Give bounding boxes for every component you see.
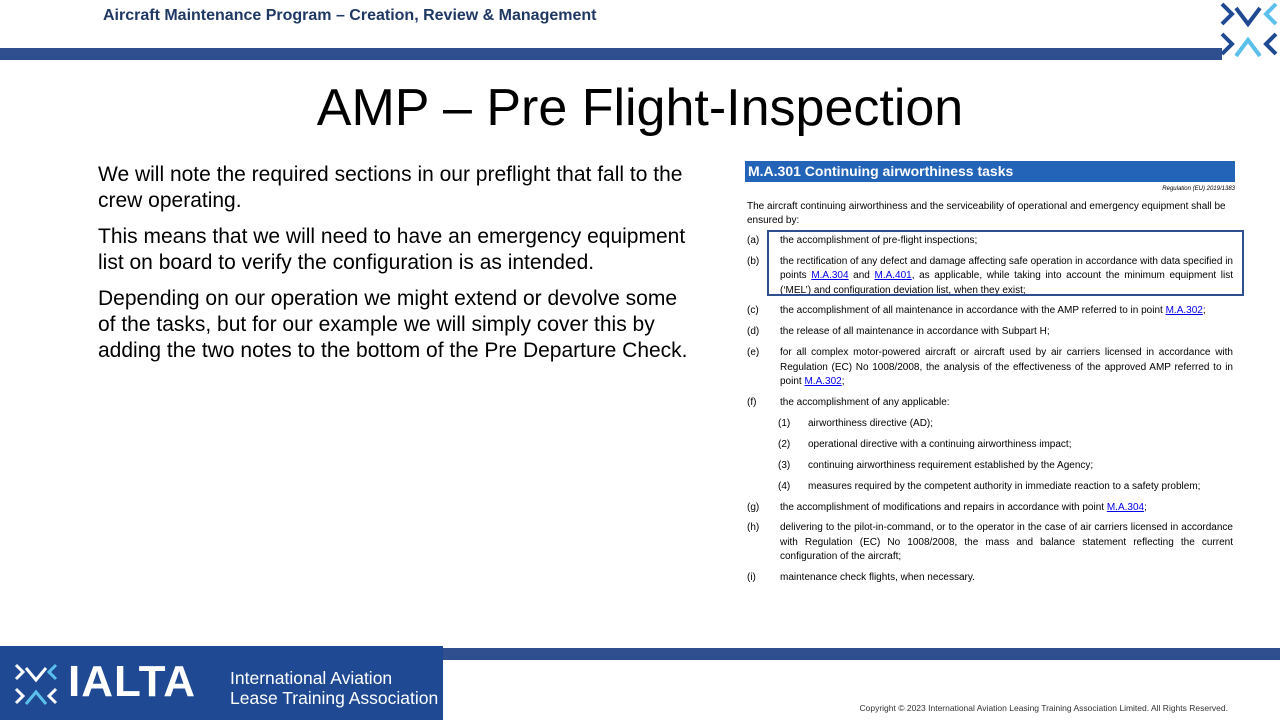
item-text: the accomplishment of pre-flight inspections; xyxy=(780,234,978,246)
regulation-subitem xyxy=(778,480,1235,494)
ialta-logo-icon xyxy=(14,663,58,707)
subitem-text: continuing airworthiness requirement established by the Agency; xyxy=(808,459,1094,471)
subitem-label: (4) xyxy=(778,480,791,492)
regulation-source: Regulation (EU) 2019/1383 xyxy=(1162,186,1235,192)
ma401-link[interactable]: M.A.401 xyxy=(874,270,912,282)
regulation-excerpt xyxy=(745,161,1235,592)
item-text: delivering to the pilot-in-command, or to the operator in the case of air carriers licensed in accordance with Regulation (EC) No 1008/2008, the mass and balance statement reflecting the current configuration of the aircraft; xyxy=(780,522,1233,563)
item-label: (h) xyxy=(747,522,760,534)
item-text-part: the rectification of any defect and damage affecting safe operation in accordance with data specified in points xyxy=(780,255,1233,282)
item-text-part: ; xyxy=(841,376,845,388)
item-text-part: ; xyxy=(1144,501,1147,513)
ma302-link[interactable]: M.A.302 xyxy=(804,376,842,388)
copyright-notice: Copyright © 2023 International Aviation Leasing Training Association Limited. All Rights Reserved. xyxy=(859,703,1228,713)
header-title: Aircraft Maintenance Program – Creation, Review & Management xyxy=(103,7,597,24)
item-text xyxy=(780,501,1235,515)
regulation-item-f xyxy=(745,396,1235,410)
regulation-item-c xyxy=(745,304,1235,318)
regulation-subitem xyxy=(778,417,1235,431)
item-label: (b) xyxy=(747,255,760,267)
subitem-label: (1) xyxy=(778,417,791,429)
item-text xyxy=(780,304,1235,318)
regulation-subitem xyxy=(778,438,1235,452)
item-label: (d) xyxy=(747,326,760,338)
subitem-text: measures required by the competent authority in immediate reaction to a safety problem; xyxy=(808,480,1201,492)
regulation-heading: M.A.301 Continuing airworthiness tasks xyxy=(745,161,1235,182)
item-text-part: for all complex motor-powered aircraft or aircraft used by air carriers licensed in accordance with Regulation (EC) No 1008/2008, the analysis of the effectiveness of the approved AMP referred to in point xyxy=(780,347,1233,388)
item-text: the accomplishment of any applicable: xyxy=(780,396,950,408)
item-text: the release of all maintenance in accordance with Subpart H; xyxy=(780,326,1050,338)
logo-line: Lease Training Association xyxy=(230,688,439,708)
logo-line: International Aviation xyxy=(230,668,393,688)
ma304-link[interactable]: M.A.304 xyxy=(811,270,849,282)
subitem-label: (2) xyxy=(778,438,791,450)
footer-divider-bar xyxy=(443,648,1280,660)
item-label: (c) xyxy=(747,305,759,317)
regulation-item-g xyxy=(745,501,1235,515)
subitem-text: airworthiness directive (AD); xyxy=(808,417,934,429)
item-label: (e) xyxy=(747,347,760,359)
item-label: (g) xyxy=(747,501,760,513)
highlight-box xyxy=(767,230,1244,296)
regulation-item-i xyxy=(745,571,1235,585)
body-paragraph: This means that we will need to have an emergency equipment list on board to verify the configuration is as intended. xyxy=(98,225,686,274)
logo-full-name xyxy=(230,668,438,708)
item-text: maintenance check flights, when necessary. xyxy=(780,572,975,584)
item-text-part: , as applicable, while taking into account the minimum equipment list (‘MEL’) and configuration deviation list, when they exist; xyxy=(780,270,1234,296)
subitem-label: (3) xyxy=(778,459,791,471)
regulation-subitem xyxy=(778,459,1235,473)
item-text xyxy=(780,346,1235,389)
item-text-part: ; xyxy=(1202,305,1206,317)
ma304-link[interactable]: M.A.304 xyxy=(1106,501,1145,513)
ma302-link[interactable]: M.A.302 xyxy=(1165,305,1203,317)
body-text xyxy=(98,162,698,374)
body-paragraph: Depending on our operation we might extend or devolve some of the tasks, but for our example we will simply cover this by adding the two notes to the bottom of the Pre Departure Check. xyxy=(98,287,688,362)
body-paragraph: We will note the required sections in our preflight that fall to the crew operating. xyxy=(98,163,683,212)
regulation-item-h xyxy=(745,521,1235,564)
item-text-part: the accomplishment of all maintenance in accordance with the AMP referred to in point xyxy=(780,305,1166,317)
item-label: (i) xyxy=(747,572,756,584)
regulation-item-d xyxy=(745,325,1235,339)
footer-logo-block xyxy=(0,646,443,720)
header-divider-bar xyxy=(0,48,1222,60)
ialta-logo-icon xyxy=(1218,0,1280,62)
item-label: (a) xyxy=(747,234,760,246)
logo-wordmark: IALTA xyxy=(68,657,196,706)
slide-title: AMP – Pre Flight-Inspection xyxy=(316,79,964,137)
item-label: (f) xyxy=(747,396,757,408)
item-text-part: and xyxy=(848,270,875,282)
regulation-intro: The aircraft continuing airworthiness and the serviceability of operational and emergency equipment shall be ensured by: xyxy=(747,201,1226,227)
item-text-part: the accomplishment of modifications and repairs in accordance with point xyxy=(780,501,1107,513)
subitem-text: operational directive with a continuing airworthiness impact; xyxy=(808,438,1072,450)
regulation-item-e xyxy=(745,346,1235,389)
